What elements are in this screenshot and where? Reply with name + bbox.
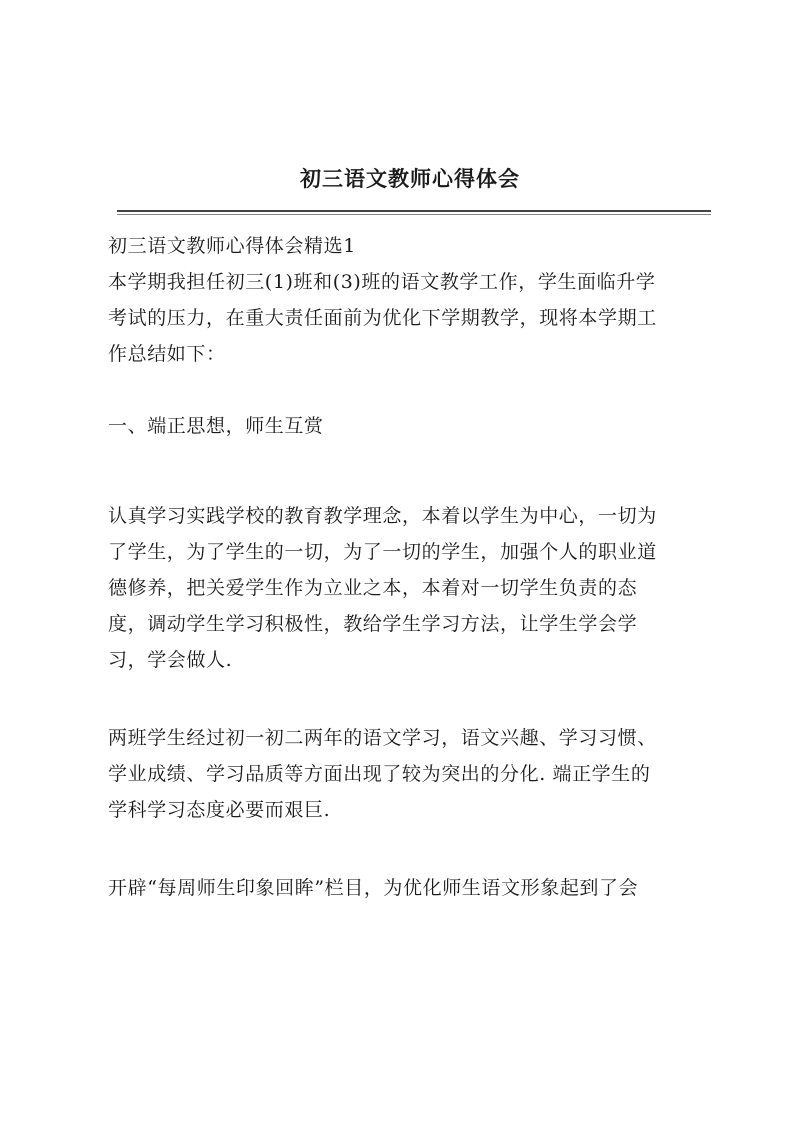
paragraph-gap <box>108 480 714 498</box>
paragraph-1-line-1: 认真学习实践学校的教育教学理念，本着以学生为中心，一切为 <box>108 505 657 527</box>
intro-line-1: 本学期我担任初三(1)班和(3)班的语文教学工作，学生面临升学 <box>108 271 656 293</box>
document-body <box>108 228 714 906</box>
title-divider <box>117 210 711 215</box>
paragraph-1-line-4: 度，调动学生学习积极性，教给学生学习方法，让学生学会学 <box>108 613 638 635</box>
paragraph-gap <box>108 372 714 408</box>
paragraph-gap <box>108 828 714 870</box>
paragraph-1-line-2: 了学生，为了学生的一切，为了一切的学生，加强个人的职业道 <box>108 541 657 563</box>
intro-line-3: 作总结如下： <box>108 343 226 365</box>
intro-line-2: 考试的压力，在重大责任面前为优化下学期教学，现将本学期工 <box>108 307 657 329</box>
paragraph-gap <box>108 444 714 480</box>
paragraph-3-line-1: 开辟“每周师生印象回眸”栏目，为优化师生语文形象起到了会 <box>108 877 639 899</box>
document-title: 初三语文教师心得体会 <box>300 166 520 191</box>
paragraph-1-line-5: 习，学会做人. <box>108 649 233 671</box>
section-heading-1: 一、端正思想，师生互赏 <box>108 415 324 437</box>
paragraph-1-line-3: 德修养，把关爱学生作为立业之本，本着对一切学生负责的态 <box>108 577 638 599</box>
paragraph-2-line-3: 学科学习态度必要而艰巨. <box>108 799 331 821</box>
paragraph-2-line-1: 两班学生经过初一初二两年的语文学习，语文兴趣、学习习惯、 <box>108 727 657 749</box>
document-subtitle: 初三语文教师心得体会精选1 <box>108 235 356 257</box>
paragraph-gap <box>108 678 714 720</box>
paragraph-2-line-2: 学业成绩、学习品质等方面出现了较为突出的分化. 端正学生的 <box>108 763 651 785</box>
